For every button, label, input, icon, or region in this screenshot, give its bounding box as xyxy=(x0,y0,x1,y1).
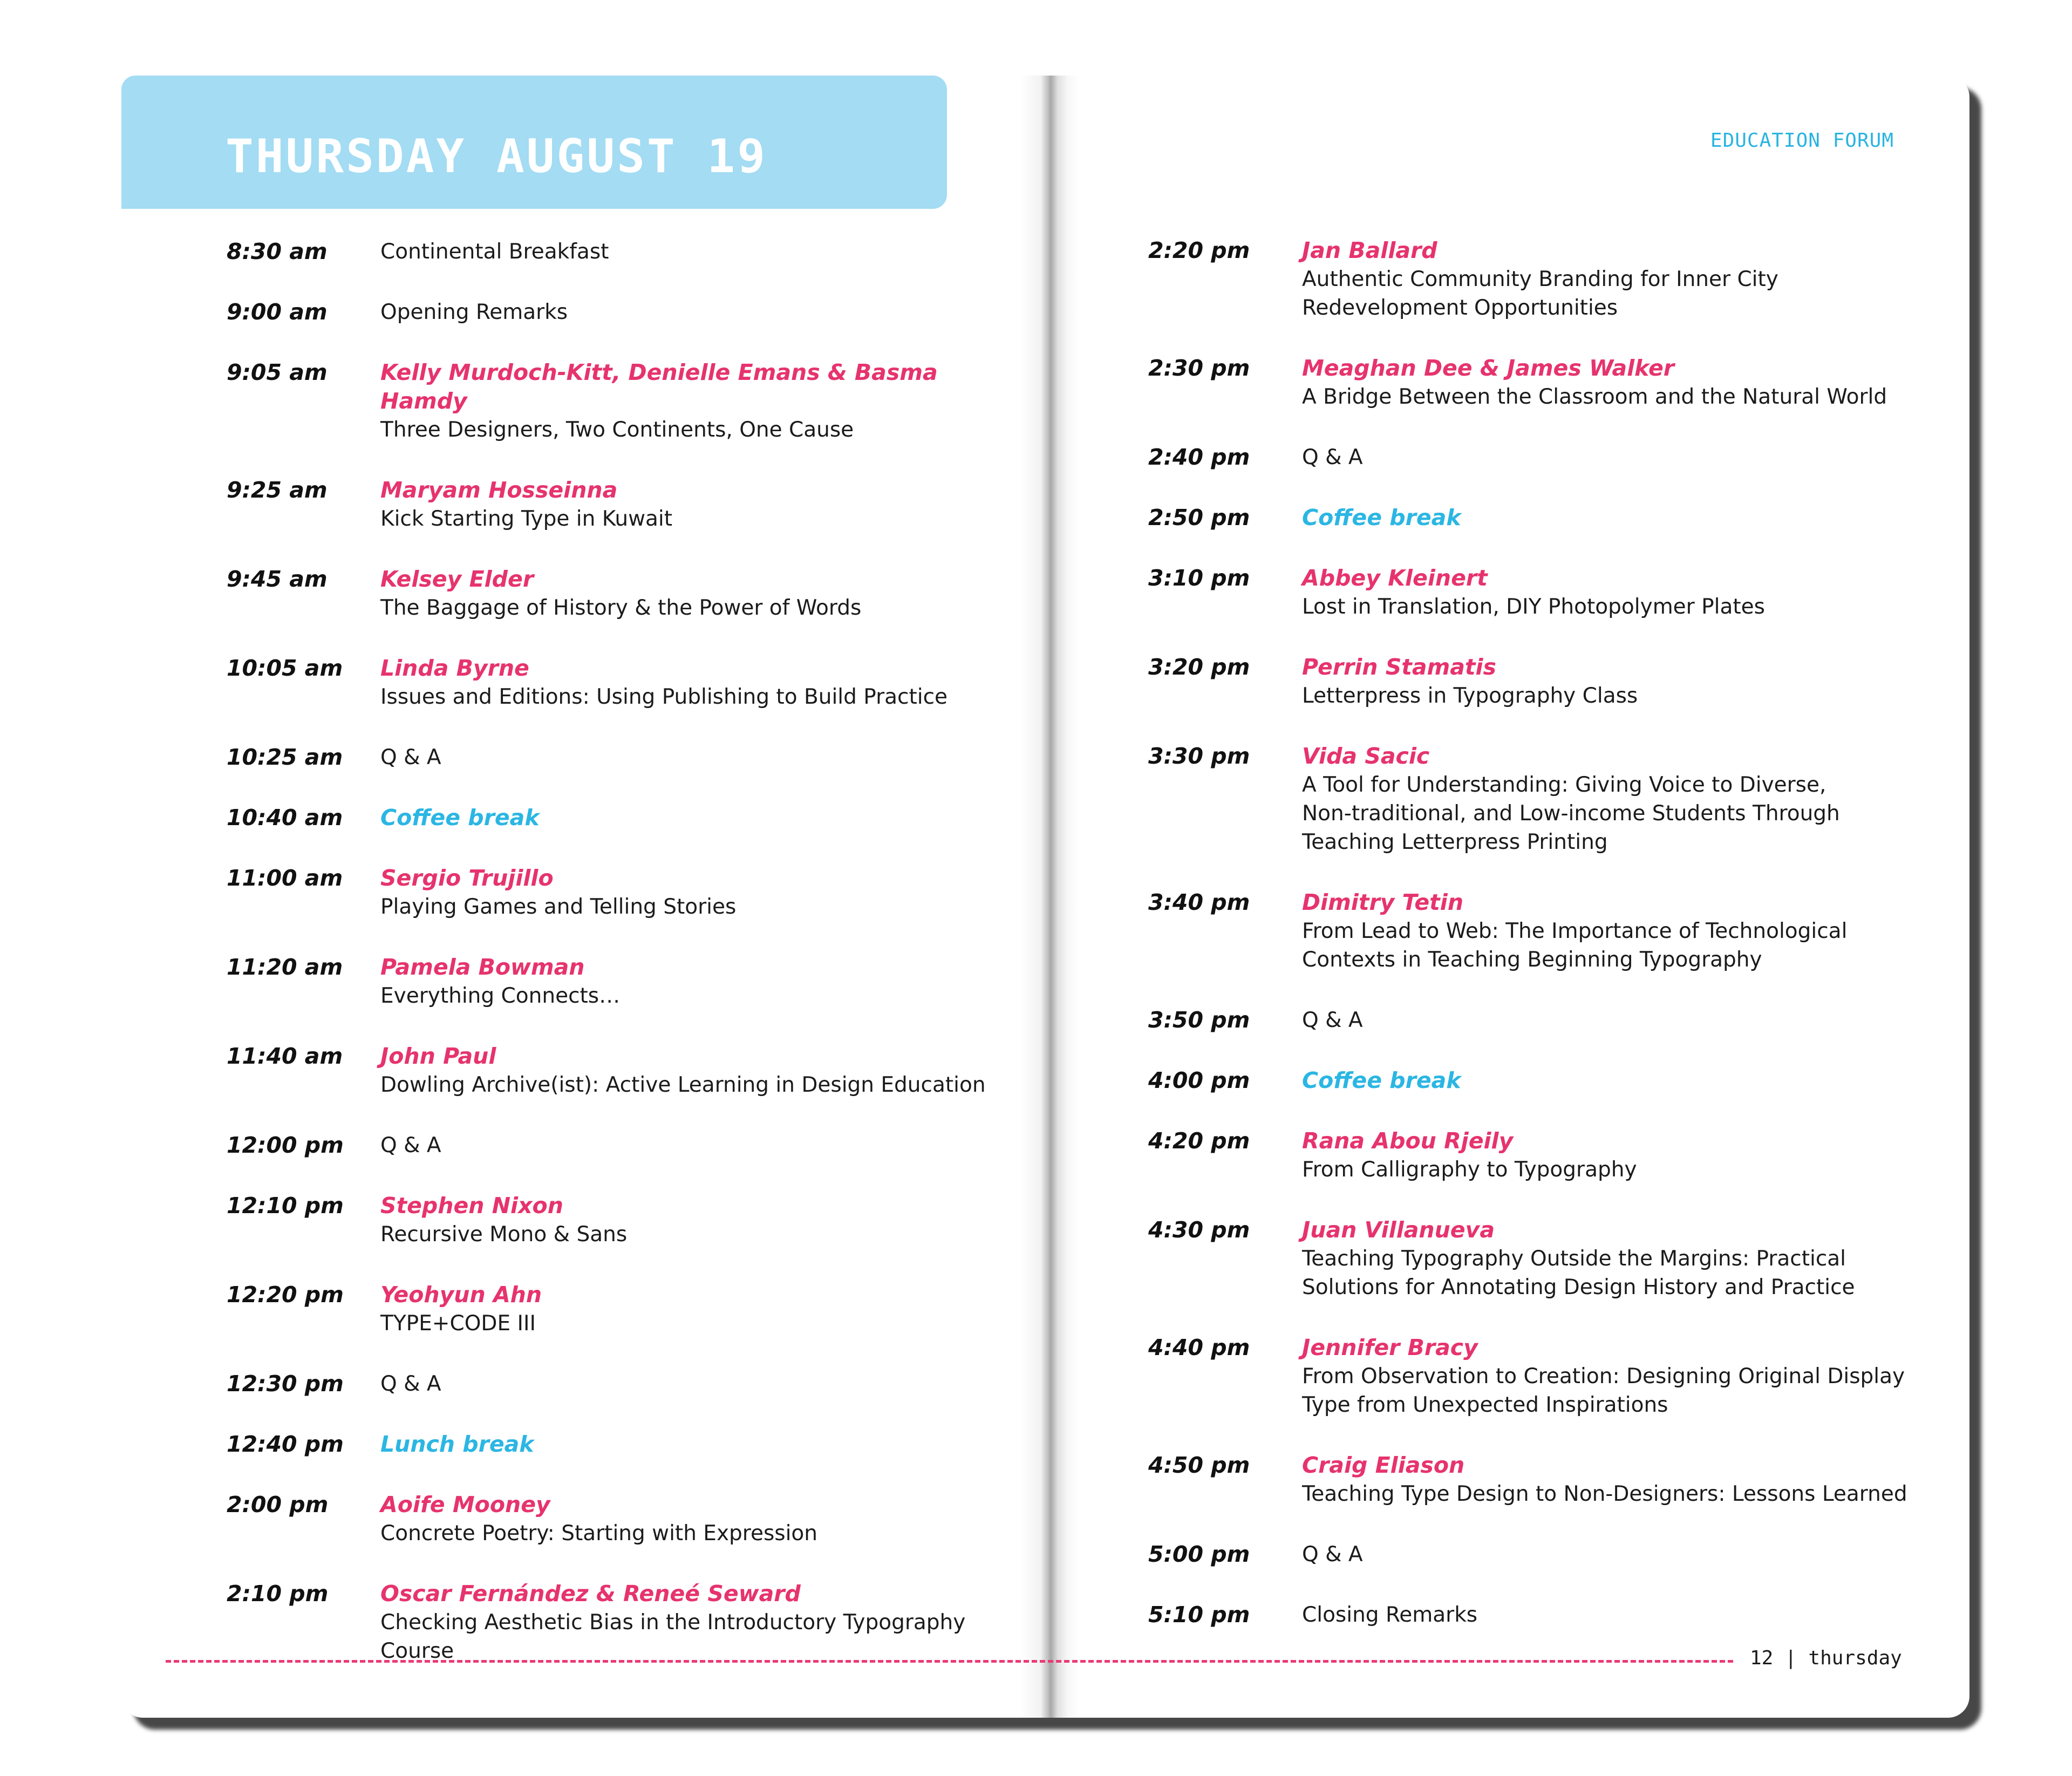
session-label: Q & A xyxy=(1302,1542,1363,1567)
session-time: 2:50 pm xyxy=(1148,505,1250,530)
session-time: 12:40 pm xyxy=(227,1431,344,1457)
talk-title-line: From Lead to Web: The Importance of Technological xyxy=(1302,919,1848,943)
speaker-name: Craig Eliason xyxy=(1302,1452,1465,1478)
schedule-row xyxy=(227,1370,1025,1398)
footer-separator: | xyxy=(1785,1647,1797,1669)
session-entry xyxy=(1302,653,1925,710)
session-time: 4:20 pm xyxy=(1148,1128,1250,1154)
session-time: 10:25 am xyxy=(227,744,343,770)
talk-title-line: Redevelopment Opportunities xyxy=(1302,296,1618,320)
speaker-name: Pamela Bowman xyxy=(380,954,585,980)
session-entry xyxy=(380,1580,1025,1665)
session-entry xyxy=(380,864,1025,921)
speaker-name: John Paul xyxy=(380,1043,496,1069)
session-label: Continental Breakfast xyxy=(380,240,609,264)
session-time: 2:30 pm xyxy=(1148,355,1250,381)
schedule-row xyxy=(1148,503,1925,532)
speaker-name: Yeohyun Ahn xyxy=(380,1282,542,1308)
speaker-name: Jan Ballard xyxy=(1302,237,1437,263)
schedule-row xyxy=(227,864,1025,921)
schedule-row xyxy=(227,237,1025,266)
session-time: 4:50 pm xyxy=(1148,1452,1250,1478)
schedule-row xyxy=(1148,1127,1925,1184)
page-gutter xyxy=(1020,76,1079,1718)
session-entry xyxy=(1302,1451,1925,1508)
talk-title: TYPE+CODE III xyxy=(380,1311,536,1336)
schedule-row xyxy=(227,654,1025,711)
break-label: Coffee break xyxy=(1302,505,1461,530)
speaker-name: Abbey Kleinert xyxy=(1302,565,1488,591)
footer-dashed-rule xyxy=(166,1660,1733,1663)
schedule-row xyxy=(1148,1451,1925,1508)
session-entry xyxy=(380,358,1025,444)
talk-title-line: Non-traditional, and Low-income Students Through xyxy=(1302,801,1840,826)
talk-title: Kick Starting Type in Kuwait xyxy=(380,507,673,531)
session-label: Opening Remarks xyxy=(380,300,568,324)
session-time: 9:00 am xyxy=(227,299,328,325)
session-label: Q & A xyxy=(380,1133,441,1158)
session-time: 12:10 pm xyxy=(227,1193,344,1219)
session-time: 4:40 pm xyxy=(1148,1335,1250,1360)
schedule-row xyxy=(227,298,1025,326)
session-time: 4:00 pm xyxy=(1148,1067,1250,1093)
talk-title-line: Authentic Community Branding for Inner City xyxy=(1302,267,1778,291)
schedule-row xyxy=(227,1281,1025,1338)
speaker-name: Vida Sacic xyxy=(1302,743,1430,769)
program-booklet-spread xyxy=(121,76,1969,1718)
talk-title-line: Letterpress in Typography Class xyxy=(1302,684,1638,708)
schedule-row xyxy=(1148,354,1925,411)
talk-title: The Baggage of History & the Power of Words xyxy=(380,596,862,620)
speaker-name: Dimitry Tetin xyxy=(1302,889,1464,915)
session-time: 8:30 am xyxy=(227,239,328,264)
session-time: 12:00 pm xyxy=(227,1132,344,1158)
session-time: 2:10 pm xyxy=(227,1581,329,1607)
forum-label: EDUCATION FORUM xyxy=(1710,130,1894,152)
session-time: 5:10 pm xyxy=(1148,1602,1250,1628)
speaker-name: Maryam Hosseinna xyxy=(380,477,618,503)
talk-title: Playing Games and Telling Stories xyxy=(380,895,737,919)
talk-title-line: Teaching Type Design to Non-Designers: Lessons Learned xyxy=(1302,1482,1907,1506)
footer-section: thursday xyxy=(1808,1647,1902,1669)
schedule-row xyxy=(227,804,1025,832)
schedule-row xyxy=(1148,1540,1925,1569)
speaker-name: Juan Villanueva xyxy=(1302,1217,1495,1243)
page-footer xyxy=(1750,1647,1902,1669)
schedule-left-page xyxy=(227,237,1025,1697)
talk-title-line: Teaching Letterpress Printing xyxy=(1302,830,1608,854)
session-time: 5:00 pm xyxy=(1148,1541,1250,1567)
talk-title: Three Designers, Two Continents, One Cause xyxy=(380,418,854,442)
speaker-name: Kelly Murdoch-Kitt, Denielle Emans & Basma Hamdy xyxy=(380,359,938,414)
schedule-row xyxy=(227,565,1025,622)
session-time: 2:40 pm xyxy=(1148,444,1250,470)
schedule-row xyxy=(227,1491,1025,1548)
break-label: Lunch break xyxy=(380,1431,534,1457)
schedule-row xyxy=(227,1580,1025,1665)
session-time: 3:10 pm xyxy=(1148,565,1250,591)
session-time: 2:20 pm xyxy=(1148,237,1250,263)
session-label: Q & A xyxy=(380,745,441,770)
talk-title-line: A Tool for Understanding: Giving Voice to Diverse, xyxy=(1302,773,1826,797)
session-time: 12:20 pm xyxy=(227,1282,344,1308)
schedule-row xyxy=(1148,742,1925,856)
schedule-row xyxy=(1148,1066,1925,1095)
session-time: 12:30 pm xyxy=(227,1371,344,1397)
schedule-row xyxy=(227,1131,1025,1160)
speaker-name: Sergio Trujillo xyxy=(380,865,554,891)
session-entry xyxy=(380,1192,1025,1249)
session-entry xyxy=(1302,888,1925,974)
speaker-name: Perrin Stamatis xyxy=(1302,654,1496,680)
session-time: 10:40 am xyxy=(227,805,343,831)
schedule-row xyxy=(227,476,1025,533)
session-entry xyxy=(1302,564,1925,621)
speaker-name: Jennifer Bracy xyxy=(1302,1335,1478,1360)
session-label: Q & A xyxy=(1302,1008,1363,1032)
session-time: 11:20 am xyxy=(227,954,343,980)
session-entry xyxy=(380,565,1025,622)
schedule-right-page xyxy=(1148,236,1925,1629)
session-entry xyxy=(380,1281,1025,1338)
schedule-row xyxy=(227,1192,1025,1249)
talk-title: Issues and Editions: Using Publishing to Build Practice xyxy=(380,685,948,709)
session-entry xyxy=(1302,1333,1925,1419)
schedule-row xyxy=(1148,1333,1925,1419)
session-time: 9:45 am xyxy=(227,566,328,592)
schedule-row xyxy=(1148,1601,1925,1629)
schedule-row xyxy=(1148,653,1925,710)
talk-title-line: From Calligraphy to Typography xyxy=(1302,1158,1637,1182)
schedule-row xyxy=(227,358,1025,444)
session-entry xyxy=(1302,742,1925,856)
schedule-row xyxy=(1148,443,1925,472)
session-entry xyxy=(1302,354,1925,411)
session-time: 9:25 am xyxy=(227,477,328,503)
session-label: Q & A xyxy=(380,1372,441,1396)
schedule-row xyxy=(227,1042,1025,1099)
session-time: 2:00 pm xyxy=(227,1492,329,1518)
speaker-name: Linda Byrne xyxy=(380,655,529,681)
talk-title-line: A Bridge Between the Classroom and the Natural World xyxy=(1302,385,1887,409)
session-time: 10:05 am xyxy=(227,655,343,681)
schedule-row xyxy=(1148,1216,1925,1302)
session-label: Closing Remarks xyxy=(1302,1603,1478,1627)
session-entry xyxy=(380,1491,1025,1548)
schedule-row xyxy=(1148,564,1925,621)
session-label: Q & A xyxy=(1302,445,1363,469)
talk-title-line: Contexts in Teaching Beginning Typography xyxy=(1302,948,1762,972)
session-time: 3:50 pm xyxy=(1148,1007,1250,1033)
talk-title: Concrete Poetry: Starting with Expression xyxy=(380,1521,818,1546)
schedule-row xyxy=(227,953,1025,1010)
talk-title-line: Teaching Typography Outside the Margins: Practical xyxy=(1302,1247,1846,1271)
break-label: Coffee break xyxy=(380,805,540,831)
schedule-row xyxy=(1148,1006,1925,1035)
talk-title: Dowling Archive(ist): Active Learning in Design Education xyxy=(380,1073,986,1097)
day-title: THURSDAY AUGUST 19 xyxy=(226,130,767,183)
speaker-name: Oscar Fernández & Reneé Seward xyxy=(380,1581,801,1607)
session-time: 11:00 am xyxy=(227,865,343,891)
talk-title-line: From Observation to Creation: Designing Original Display xyxy=(1302,1364,1905,1389)
talk-title-line: Solutions for Annotating Design History and Practice xyxy=(1302,1275,1855,1299)
schedule-row xyxy=(227,743,1025,772)
session-time: 9:05 am xyxy=(227,359,328,385)
session-entry xyxy=(380,1042,1025,1099)
session-time: 3:20 pm xyxy=(1148,654,1250,680)
talk-title-line: Lost in Translation, DIY Photopolymer Plates xyxy=(1302,595,1765,619)
session-entry xyxy=(1302,1127,1925,1184)
talk-title-line: Type from Unexpected Inspirations xyxy=(1302,1393,1668,1417)
talk-title: Checking Aesthetic Bias in the Introductory Typography Course xyxy=(380,1610,966,1663)
session-entry xyxy=(380,953,1025,1010)
session-entry xyxy=(1302,1216,1925,1302)
talk-title: Everything Connects… xyxy=(380,984,621,1008)
session-time: 4:30 pm xyxy=(1148,1217,1250,1243)
schedule-row xyxy=(1148,236,1925,322)
session-entry xyxy=(380,476,1025,533)
break-label: Coffee break xyxy=(1302,1067,1461,1093)
speaker-name: Stephen Nixon xyxy=(380,1193,563,1219)
day-header-band xyxy=(121,76,947,209)
speaker-name: Kelsey Elder xyxy=(380,566,534,592)
session-time: 3:30 pm xyxy=(1148,743,1250,769)
session-entry xyxy=(1302,236,1925,322)
session-time: 11:40 am xyxy=(227,1043,343,1069)
page-number: 12 xyxy=(1750,1647,1774,1669)
talk-title: Recursive Mono & Sans xyxy=(380,1222,628,1247)
session-time: 3:40 pm xyxy=(1148,889,1250,915)
session-entry xyxy=(380,654,1025,711)
speaker-name: Aoife Mooney xyxy=(380,1492,550,1518)
schedule-row xyxy=(1148,888,1925,974)
speaker-name: Meaghan Dee & James Walker xyxy=(1302,355,1675,381)
speaker-name: Rana Abou Rjeily xyxy=(1302,1128,1514,1154)
schedule-row xyxy=(227,1430,1025,1459)
